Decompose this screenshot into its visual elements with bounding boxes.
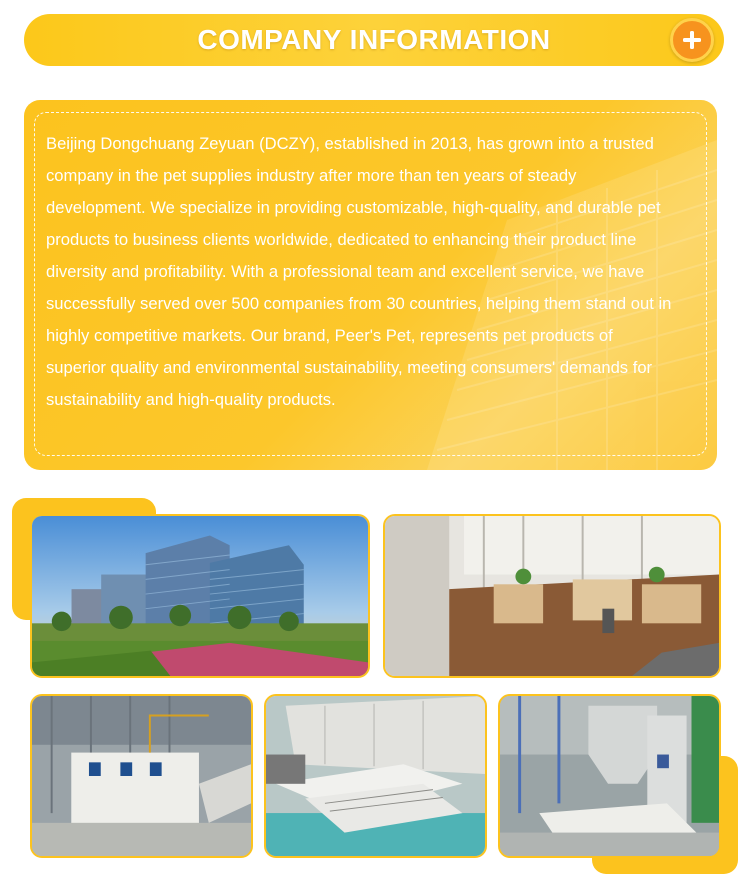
expand-button[interactable]: [670, 18, 714, 62]
photo-headquarters: [30, 514, 370, 678]
section-header: [24, 14, 724, 66]
photo-production-silo: [498, 694, 721, 858]
company-info-card: [24, 100, 717, 470]
section-title: COMPANY INFORMATION: [197, 24, 551, 55]
photo-production-conveyor: [264, 694, 487, 858]
photo-production-dryer: [30, 694, 253, 858]
photo-office: [383, 514, 721, 678]
plus-icon: [681, 29, 703, 51]
company-description: Beijing Dongchuang Zeyuan (DCZY), established in 2013, has grown into a trusted company in the pet supplies industry after more than ten years of steady development. We specialize in providing customizable, high-quality, and durable pet products to business clients worldwide, dedicated to enhancing their product line diversity and profitability. With a professional team and excellent service, we have successfully served over 500 companies from 30 countries, helping them stand out in highly competitive markets. Our brand, Peer's Pet, represents pet products of superior quality and environmental sustainability, meeting consumers' demands for sustainability and high-quality products.: [46, 134, 672, 409]
